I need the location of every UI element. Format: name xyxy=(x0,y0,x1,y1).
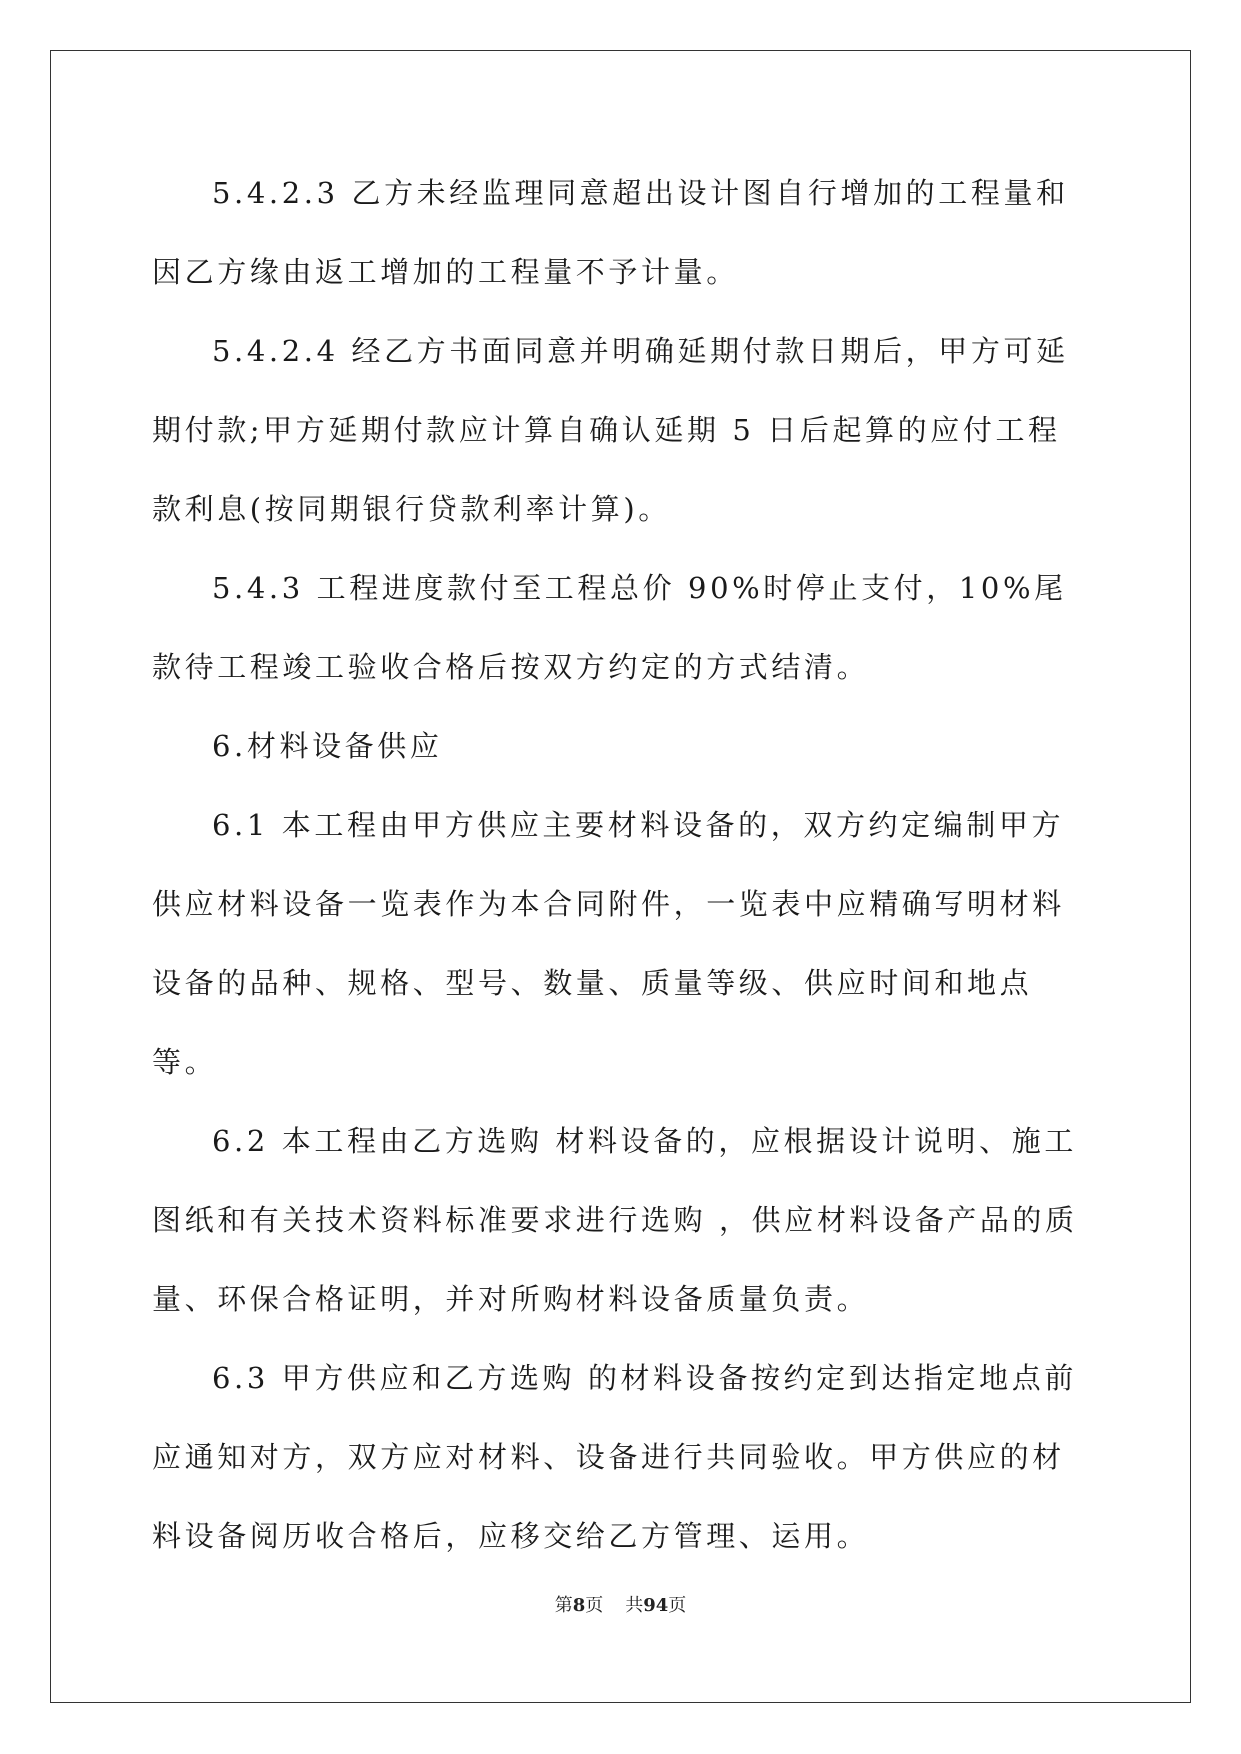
total-suffix: 页 xyxy=(668,1595,687,1616)
page-number: 8 xyxy=(572,1595,586,1616)
section-heading-6: 6.材料设备供应 xyxy=(212,729,443,763)
paragraph-6-3: 6.3 甲方供应和乙方选购 的材料设备按约定到达指定地点前应通知对方，双方应对材料、设备进行共同验收。甲方供应的材料设备阅历收合格后，应移交给乙方管理、运用。 xyxy=(152,1361,1077,1553)
paragraph-5-4-2-3: 5.4.2.3 乙方未经监理同意超出设计图自行增加的工程量和因乙方缘由返工增加的工程量不予计量。 xyxy=(152,176,1069,289)
total-pages: 94 xyxy=(643,1595,669,1616)
paragraph-6-1: 6.1 本工程由甲方供应主要材料设备的，双方约定编制甲方供应材料设备一览表作为本合同附件，一览表中应精确写明材料设备的品种、规格、型号、数量、质量等级、供应时间和地点等。 xyxy=(152,808,1065,1079)
page-footer xyxy=(0,1594,1241,1618)
paragraph-5-4-3: 5.4.3 工程进度款付至工程总价 90%时停止支付，10%尾款待工程竣工验收合格后按双方约定的方式结清。 xyxy=(152,571,1067,684)
page-prefix: 第 xyxy=(554,1595,573,1616)
total-prefix: 共 xyxy=(625,1595,644,1616)
paragraph-5-4-2-4: 5.4.2.4 经乙方书面同意并明确延期付款日期后，甲方可延期付款;甲方延期付款应计算自确认延期 5 日后起算的应付工程款利息(按同期银行贷款利率计算)。 xyxy=(152,334,1069,526)
document-body xyxy=(152,154,1090,1576)
page-suffix: 页 xyxy=(585,1595,604,1616)
paragraph-6-2: 6.2 本工程由乙方选购 材料设备的，应根据设计说明、施工图纸和有关技术资料标准要求进行选购 ，供应材料设备产品的质量、环保合格证明，并对所购材料设备质量负责。 xyxy=(152,1124,1078,1316)
